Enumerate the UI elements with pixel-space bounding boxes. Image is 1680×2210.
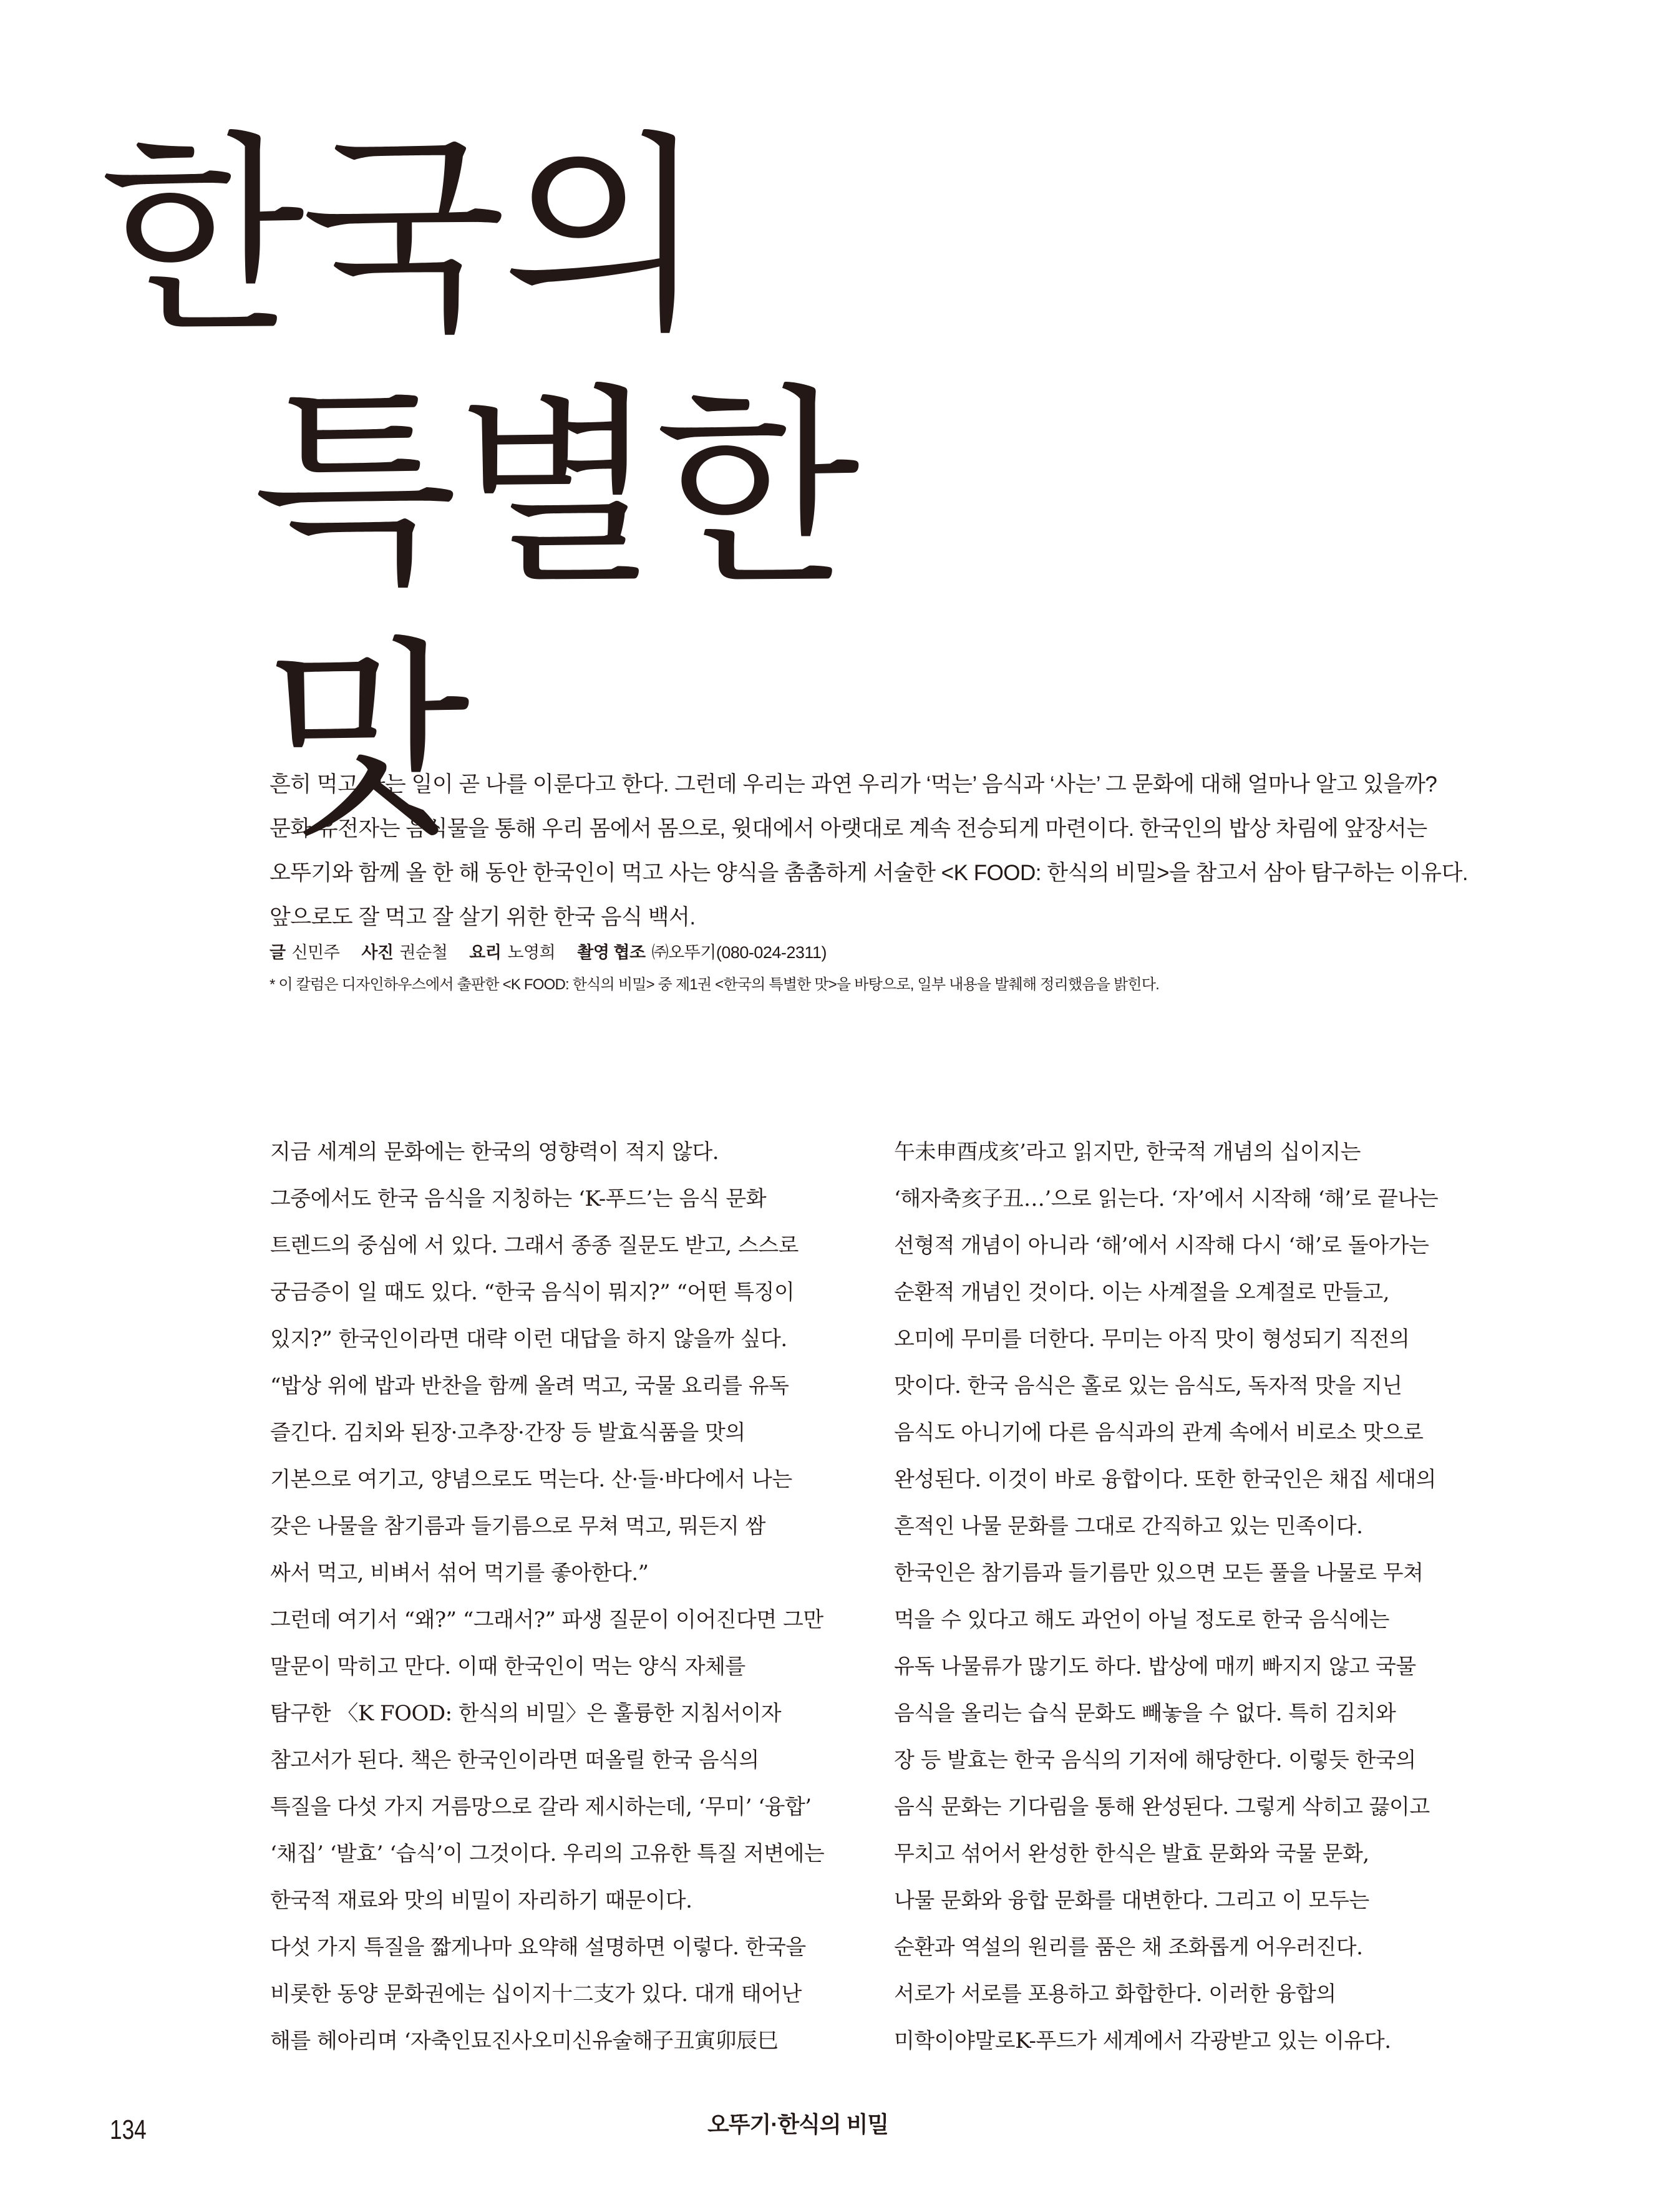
intro-line: 문화 유전자는 음식물을 통해 우리 몸에서 몸으로, 윗대에서 아랫대로 계속 전승되게 마련이다. 한국인의 밥상 차림에 앞장서는 <box>269 817 1427 841</box>
body-line: 그런데 여기서 “왜?” “그래서?” 파생 질문이 이어진다면 그만 <box>270 1607 823 1632</box>
body-line: 비롯한 동양 문화권에는 십이지十二支가 있다. 대개 태어난 <box>270 1982 802 2007</box>
credit-value: 권순철 <box>399 943 448 962</box>
page-number: 134 <box>110 2115 147 2145</box>
headline-line-2: 특별한 <box>253 366 857 613</box>
body-line: 음식 문화는 기다림을 통해 완성된다. 그렇게 삭히고 끓이고 <box>894 1795 1430 1820</box>
body-line: 나물 문화와 융합 문화를 대변한다. 그리고 이 모두는 <box>894 1888 1369 1913</box>
body-line: 싸서 먹고, 비벼서 섞어 먹기를 좋아한다.” <box>270 1561 649 1586</box>
body-line: 흔적인 나물 문화를 그대로 간직하고 있는 민족이다. <box>894 1514 1363 1539</box>
headline-line-1: 한국의 <box>100 114 704 361</box>
body-line: 즐긴다. 김치와 된장·고추장·간장 등 발효식품을 맛의 <box>270 1420 745 1445</box>
intro-paragraph <box>269 762 1517 939</box>
credit-label: 사진 <box>361 943 394 962</box>
body-line: 있지?” 한국인이라면 대략 이런 대답을 하지 않을까 싶다. <box>270 1327 787 1352</box>
body-line: 그중에서도 한국 음식을 지칭하는 ‘K-푸드’는 음식 문화 <box>270 1186 767 1211</box>
body-line: 미학이야말로K-푸드가 세계에서 각광받고 있는 이유다. <box>894 2028 1391 2053</box>
running-title: 오뚜기·한식의 비밀 <box>707 2111 889 2137</box>
body-line: “밥상 위에 밥과 반찬을 함께 올려 먹고, 국물 요리를 유독 <box>270 1374 789 1398</box>
body-line: 무치고 섞어서 완성한 한식은 발효 문화와 국물 문화, <box>894 1841 1369 1866</box>
body-column-right <box>894 1129 1505 2065</box>
source-footnote: * 이 칼럼은 디자인하우스에서 출판한 <K FOOD: 한식의 비밀> 중 제1권 <한국의 특별한 맛>을 바탕으로, 일부 내용을 발췌해 정리했음을 밝힌다. <box>269 976 1159 993</box>
body-line: 한국적 재료와 맛의 비밀이 자리하기 때문이다. <box>270 1888 692 1913</box>
credit-value: 노영희 <box>507 943 556 962</box>
credit-label: 촬영 협조 <box>577 943 646 962</box>
credit-value: ㈜오뚜기(080-024-2311) <box>651 943 827 962</box>
credit-label: 요리 <box>469 943 502 962</box>
body-line: 한국인은 참기름과 들기름만 있으면 모든 풀을 나물로 무쳐 <box>894 1561 1424 1586</box>
credit-value: 신민주 <box>291 943 340 962</box>
credit-label: 글 <box>269 943 286 962</box>
body-column-left <box>270 1129 881 2065</box>
body-line: 유독 나물류가 많기도 하다. 밥상에 매끼 빠지지 않고 국물 <box>894 1654 1416 1679</box>
body-line: 탐구한 〈K FOOD: 한식의 비밀〉은 훌륭한 지침서이자 <box>270 1701 782 1726</box>
body-line: 오미에 무미를 더한다. 무미는 아직 맛이 형성되기 직전의 <box>894 1327 1410 1352</box>
body-line: 말문이 막히고 만다. 이때 한국인이 먹는 양식 자체를 <box>270 1654 745 1679</box>
body-line: 맛이다. 한국 음식은 홀로 있는 음식도, 독자적 맛을 지닌 <box>894 1374 1402 1398</box>
body-line: 음식도 아니기에 다른 음식과의 관계 속에서 비로소 맛으로 <box>894 1420 1424 1445</box>
body-line: 궁금증이 일 때도 있다. “한국 음식이 뭐지?” “어떤 특징이 <box>270 1280 795 1305</box>
body-line: 순환적 개념인 것이다. 이는 사계절을 오계절로 만들고, <box>894 1280 1390 1305</box>
body-line: 기본으로 여기고, 양념으로도 먹는다. 산·들·바다에서 나는 <box>270 1467 792 1492</box>
headline-line-3: 맛 <box>265 619 467 866</box>
credit-writer <box>269 943 344 962</box>
body-line: ‘해자축亥子丑…’으로 읽는다. ‘자’에서 시작해 ‘해’로 끝나는 <box>894 1186 1439 1211</box>
credit-cooking <box>469 943 560 962</box>
intro-line: 오뚜기와 함께 올 한 해 동안 한국인이 먹고 사는 양식을 촘촘하게 서술한 <K FOOD: 한식의 비밀>을 참고서 삼아 탐구하는 이유다. <box>269 861 1469 885</box>
body-line: 트렌드의 중심에 서 있다. 그래서 종종 질문도 받고, 스스로 <box>270 1233 799 1258</box>
body-line: 다섯 가지 특질을 짧게나마 요약해 설명하면 이렇다. 한국을 <box>270 1935 806 1960</box>
body-line: 서로가 서로를 포용하고 화합한다. 이러한 융합의 <box>894 1982 1336 2007</box>
body-line: 완성된다. 이것이 바로 융합이다. 또한 한국인은 채집 세대의 <box>894 1467 1437 1492</box>
body-line: 午未申酉戌亥’라고 읽지만, 한국적 개념의 십이지는 <box>894 1140 1361 1165</box>
body-line: 해를 헤아리며 ‘자축인묘진사오미신유술해子丑寅卯辰巳 <box>270 2028 779 2053</box>
body-line: 음식을 올리는 습식 문화도 빼놓을 수 없다. 특히 김치와 <box>894 1701 1396 1726</box>
body-line: 먹을 수 있다고 해도 과언이 아닐 정도로 한국 음식에는 <box>894 1607 1390 1632</box>
body-line: 특질을 다섯 가지 거름망으로 갈라 제시하는데, ‘무미’ ‘융합’ <box>270 1795 812 1820</box>
body-line: 참고서가 된다. 책은 한국인이라면 떠올릴 한국 음식의 <box>270 1748 759 1773</box>
body-line: 선형적 개념이 아니라 ‘해’에서 시작해 다시 ‘해’로 돌아가는 <box>894 1233 1429 1258</box>
credit-cooperation <box>577 943 827 962</box>
body-line: 순환과 역설의 원리를 품은 채 조화롭게 어우러진다. <box>894 1935 1363 1960</box>
body-line: 장 등 발효는 한국 음식의 기저에 해당한다. 이렇듯 한국의 <box>894 1748 1416 1773</box>
credit-photo <box>361 943 452 962</box>
credits-line <box>269 942 844 963</box>
intro-line: 흔히 먹고 사는 일이 곧 나를 이룬다고 한다. 그런데 우리는 과연 우리가 ‘먹는’ 음식과 ‘사는’ 그 문화에 대해 얼마나 알고 있을까? <box>269 772 1437 797</box>
body-line: 지금 세계의 문화에는 한국의 영향력이 적지 않다. <box>270 1140 719 1165</box>
intro-line: 앞으로도 잘 먹고 잘 살기 위한 한국 음식 백서. <box>269 905 696 929</box>
body-line: ‘채집’ ‘발효’ ‘습식’이 그것이다. 우리의 고유한 특질 저변에는 <box>270 1841 825 1866</box>
body-line: 갖은 나물을 참기름과 들기름으로 무쳐 먹고, 뭐든지 쌈 <box>270 1514 766 1539</box>
